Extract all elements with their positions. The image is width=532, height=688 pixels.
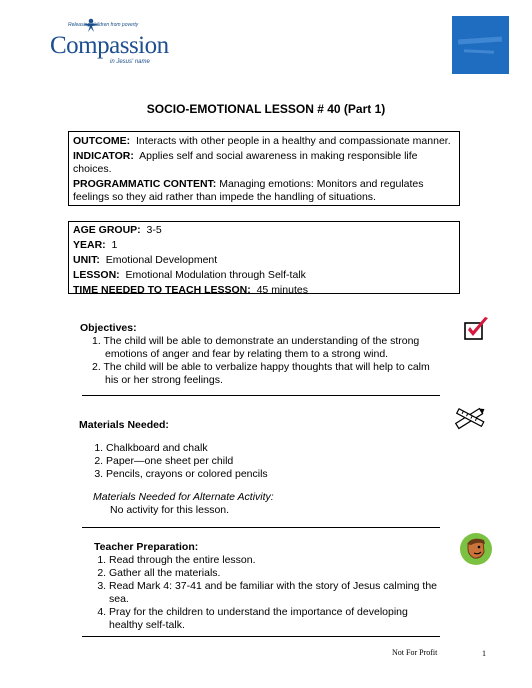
pencil-ruler-icon	[453, 406, 487, 430]
list-item: 3. Read Mark 4: 37-41 and be familiar with the story of Jesus calming the sea.	[109, 580, 444, 606]
outcome-label: OUTCOME:	[73, 135, 131, 147]
footer-note: Not For Profit	[392, 648, 438, 657]
outcome-text: Interacts with other people in a healthy and compassionate manner.	[136, 135, 451, 147]
lesson-label: LESSON:	[73, 269, 120, 281]
objective-item: 1. The child will be able to demonstrate an understanding of the strong emotions of anger and fear by relating them to a strong wind.	[92, 335, 420, 360]
age-label: AGE GROUP:	[73, 224, 141, 236]
list-item: 2. Gather all the materials.	[109, 567, 444, 580]
section-divider	[82, 527, 440, 528]
prep-heading: Teacher Preparation:	[94, 541, 199, 553]
list-item: 1. Chalkboard and chalk	[106, 442, 439, 455]
content-line	[73, 178, 455, 204]
time-line	[73, 284, 455, 297]
year-label: YEAR:	[73, 239, 106, 251]
age-value: 3-5	[146, 224, 162, 236]
logo-tagline: Releasing children from poverty	[68, 22, 139, 28]
lesson-info-box	[68, 221, 460, 294]
indicator-line	[73, 150, 455, 176]
list-item: 2. Paper—one sheet per child	[106, 455, 439, 468]
time-value: 45 minutes	[256, 284, 308, 296]
section-divider	[82, 395, 440, 396]
materials-list	[79, 442, 439, 481]
objectives-section	[80, 322, 440, 387]
outcome-line	[73, 135, 455, 148]
time-label: TIME NEEDED TO TEACH LESSON:	[73, 284, 251, 296]
content-label: PROGRAMMATIC CONTENT:	[73, 178, 217, 190]
unit-value: Emotional Development	[105, 254, 218, 266]
alt-materials-heading: Materials Needed for Alternate Activity:	[93, 491, 274, 503]
blue-decorative-block	[452, 16, 509, 74]
indicator-text: Applies self and social awareness in making responsible life choices.	[73, 150, 418, 175]
lesson-value: Emotional Modulation through Self-talk	[125, 269, 306, 281]
objective-item: 2. The child will be able to verbalize happy thoughts that will help to calm his or her strong feelings.	[92, 361, 430, 386]
prep-list	[94, 554, 444, 632]
materials-heading: Materials Needed:	[79, 419, 169, 431]
teacher-face-icon	[459, 532, 493, 566]
list-item: 4. Pray for the children to understand the importance of developing healthy self-talk.	[109, 606, 444, 632]
checkbox-check-icon	[463, 316, 491, 342]
page-number: 1	[482, 649, 486, 658]
year-value: 1	[111, 239, 118, 251]
logo-brand: Compassion	[50, 32, 169, 59]
section-divider	[82, 636, 440, 637]
teacher-prep-section	[94, 541, 444, 632]
materials-section	[79, 419, 439, 517]
page-title: SOCIO-EMOTIONAL LESSON # 40 (Part 1)	[146, 102, 386, 116]
year-line	[73, 239, 455, 252]
age-line	[73, 224, 455, 237]
unit-line	[73, 254, 455, 267]
indicator-label: INDICATOR:	[73, 150, 134, 162]
logo-subtitle: in Jesus' name	[110, 59, 150, 65]
list-item: 1. Read through the entire lesson.	[109, 554, 444, 567]
list-item: 3. Pencils, crayons or colored pencils	[106, 468, 439, 481]
unit-label: UNIT:	[73, 254, 100, 266]
lesson-line	[73, 269, 455, 282]
alt-materials-text: No activity for this lesson.	[110, 504, 230, 516]
objectives-heading: Objectives:	[80, 322, 137, 334]
content-text: Managing emotions: Monitors and regulates feelings so they aid rather than impede the handling of situations.	[73, 178, 424, 203]
outcome-box	[68, 131, 460, 206]
compassion-logo	[50, 22, 175, 72]
